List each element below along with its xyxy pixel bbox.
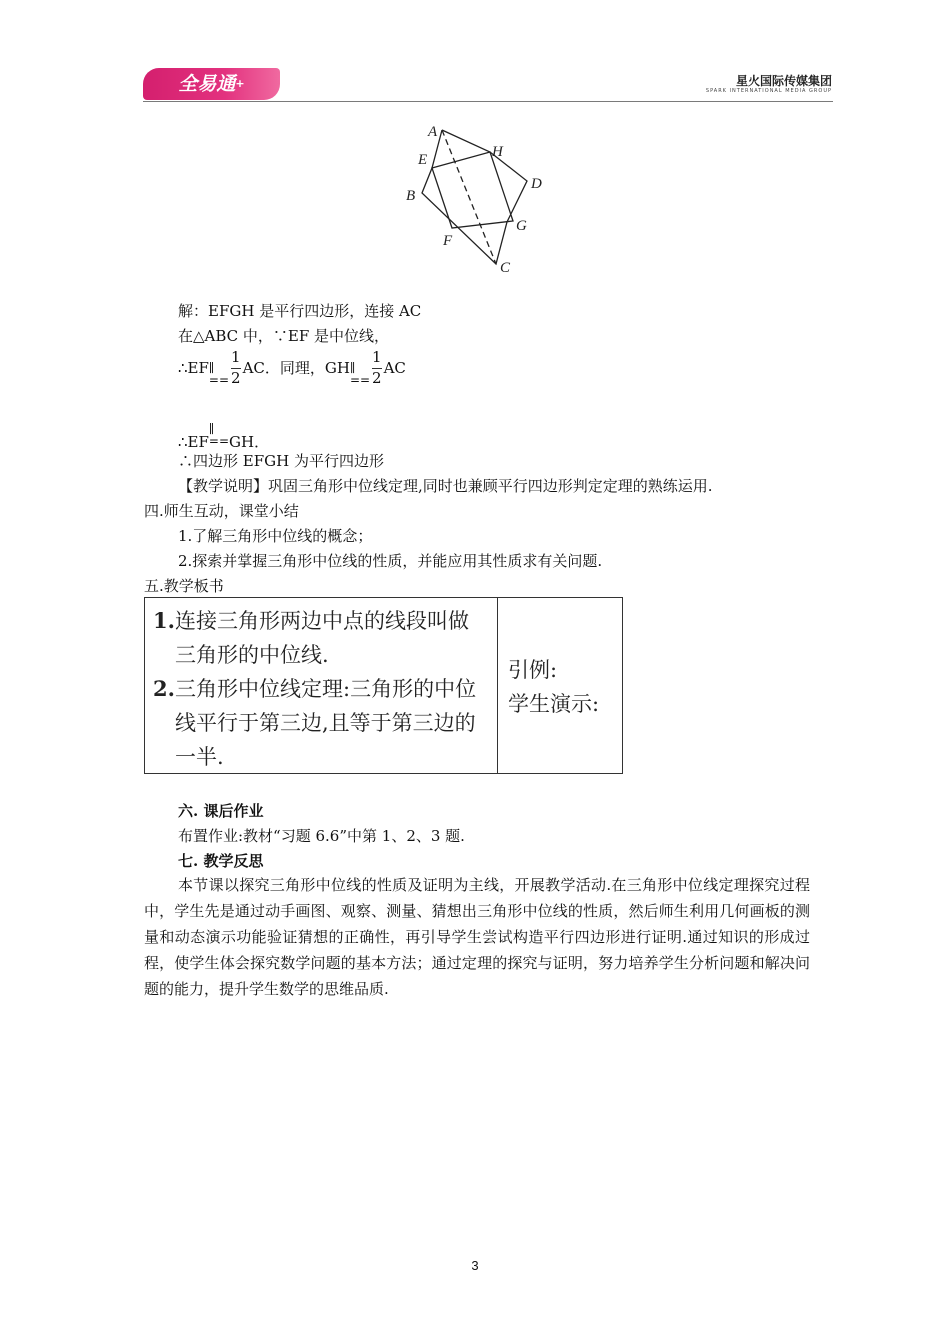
equal-bar-3: ==	[208, 434, 230, 448]
blackboard-table	[144, 597, 623, 774]
board-item-2	[153, 672, 489, 774]
fraction-denominator-2: 2	[372, 369, 382, 387]
section4-item-2: 2.探索并掌握三角形中位线的性质，并能应用其性质求有关问题.	[178, 552, 603, 570]
equal-bar-2: ==	[349, 373, 371, 387]
parallel-mark-3: ∥	[208, 422, 215, 436]
solution-line-5: ∴四边形 EFGH 为平行四边形	[178, 452, 384, 470]
brand-name-en: SPARK INTERNATIONAL MEDIA GROUP	[705, 88, 832, 94]
label-A: A	[428, 124, 438, 140]
logo-star: +	[235, 77, 245, 90]
label-F: F	[443, 233, 453, 249]
parallelogram-efgh	[432, 152, 513, 228]
board-item-1-number: 1.	[153, 608, 175, 633]
logo-text: 全易通	[178, 73, 236, 95]
board-item-1	[153, 604, 489, 672]
label-B: B	[406, 188, 416, 204]
section4-item-1: 1.了解三角形中位线的概念；	[178, 527, 373, 545]
solution-line-4	[178, 422, 270, 453]
parallel-equal-symbol	[209, 362, 229, 386]
fraction-half-2	[372, 350, 382, 386]
homework-text: 布置作业:教材“习题 6.6”中第 1、2、3 题.	[178, 827, 465, 845]
brand-name: 星火国际传媒集团	[735, 74, 832, 88]
header-divider	[143, 101, 833, 102]
parallel-equal-symbol-3	[209, 423, 229, 447]
label-H: H	[492, 144, 503, 160]
fraction-denominator: 2	[231, 369, 241, 387]
parallel-mark-2: ∥	[349, 361, 356, 375]
quadrilateral-outline	[422, 130, 527, 264]
ac-suffix: AC	[383, 359, 406, 377]
gh-suffix: GH．	[229, 433, 270, 451]
board-example-label: 引例:	[508, 658, 558, 682]
section4-title: 四.师生互动，课堂小结	[144, 502, 299, 520]
ac-same-gh: AC．同理，GH	[242, 359, 350, 377]
label-G: G	[516, 218, 527, 234]
label-C: C	[500, 260, 511, 276]
label-E: E	[418, 152, 428, 168]
page-number: 3	[471, 1258, 479, 1273]
board-demo-label: 学生演示:	[508, 692, 600, 716]
board-item-1-text: 连接三角形两边中点的线段叫做三角形的中位线.	[175, 609, 469, 667]
solution-line-2: 在△ABC 中，∵EF 是中位线，	[178, 327, 390, 345]
reflection-paragraph: 本节课以探究三角形中位线的性质及证明为主线，开展教学活动.在三角形中位线定理探究过程中，学生先是通过动手画图、观察、测量、猜想出三角形中位线的性质，然后师生利用几何画板的测量和动态演示功能验证猜想的正确性，再引导学生尝试构造平行四边形进行证明.通过知识的形成过程，使学生体会探究数学问题的基本方法；通过定理的探究与证明，努力培养学生分析问题和解决问题的能力，提升学生数学的思维品质.	[144, 876, 810, 998]
board-item-2-number: 2.	[153, 676, 175, 701]
section7-title: 七. 教学反思	[178, 852, 264, 870]
fraction-half	[231, 350, 241, 386]
teaching-note: 【教学说明】巩固三角形中位线定理,同时也兼顾平行四边形判定定理的熟练运用.	[178, 477, 713, 495]
board-right-cell	[508, 653, 599, 721]
section5-title: 五.教学板书	[144, 577, 224, 595]
fraction-numerator: 1	[231, 350, 241, 369]
solution-line-1: 解：EFGH 是平行四边形，连接 AC	[178, 302, 422, 320]
equal-bar: ==	[208, 373, 230, 387]
section6-title: 六. 课后作业	[178, 802, 264, 820]
ef-prefix: ∴EF	[178, 359, 209, 377]
board-left-cell	[145, 598, 498, 773]
logo	[143, 68, 280, 100]
fraction-numerator-2: 1	[372, 350, 382, 369]
solution-line-3	[178, 350, 406, 386]
parallel-equal-symbol-2	[350, 362, 370, 386]
quadrilateral-figure	[400, 118, 560, 280]
ef-prefix-2: ∴EF	[178, 433, 209, 451]
label-D: D	[531, 176, 542, 192]
board-item-2-text: 三角形中位线定理:三角形的中位线平行于第三边,且等于第三边的一半.	[175, 677, 477, 769]
parallel-mark: ∥	[208, 361, 215, 375]
